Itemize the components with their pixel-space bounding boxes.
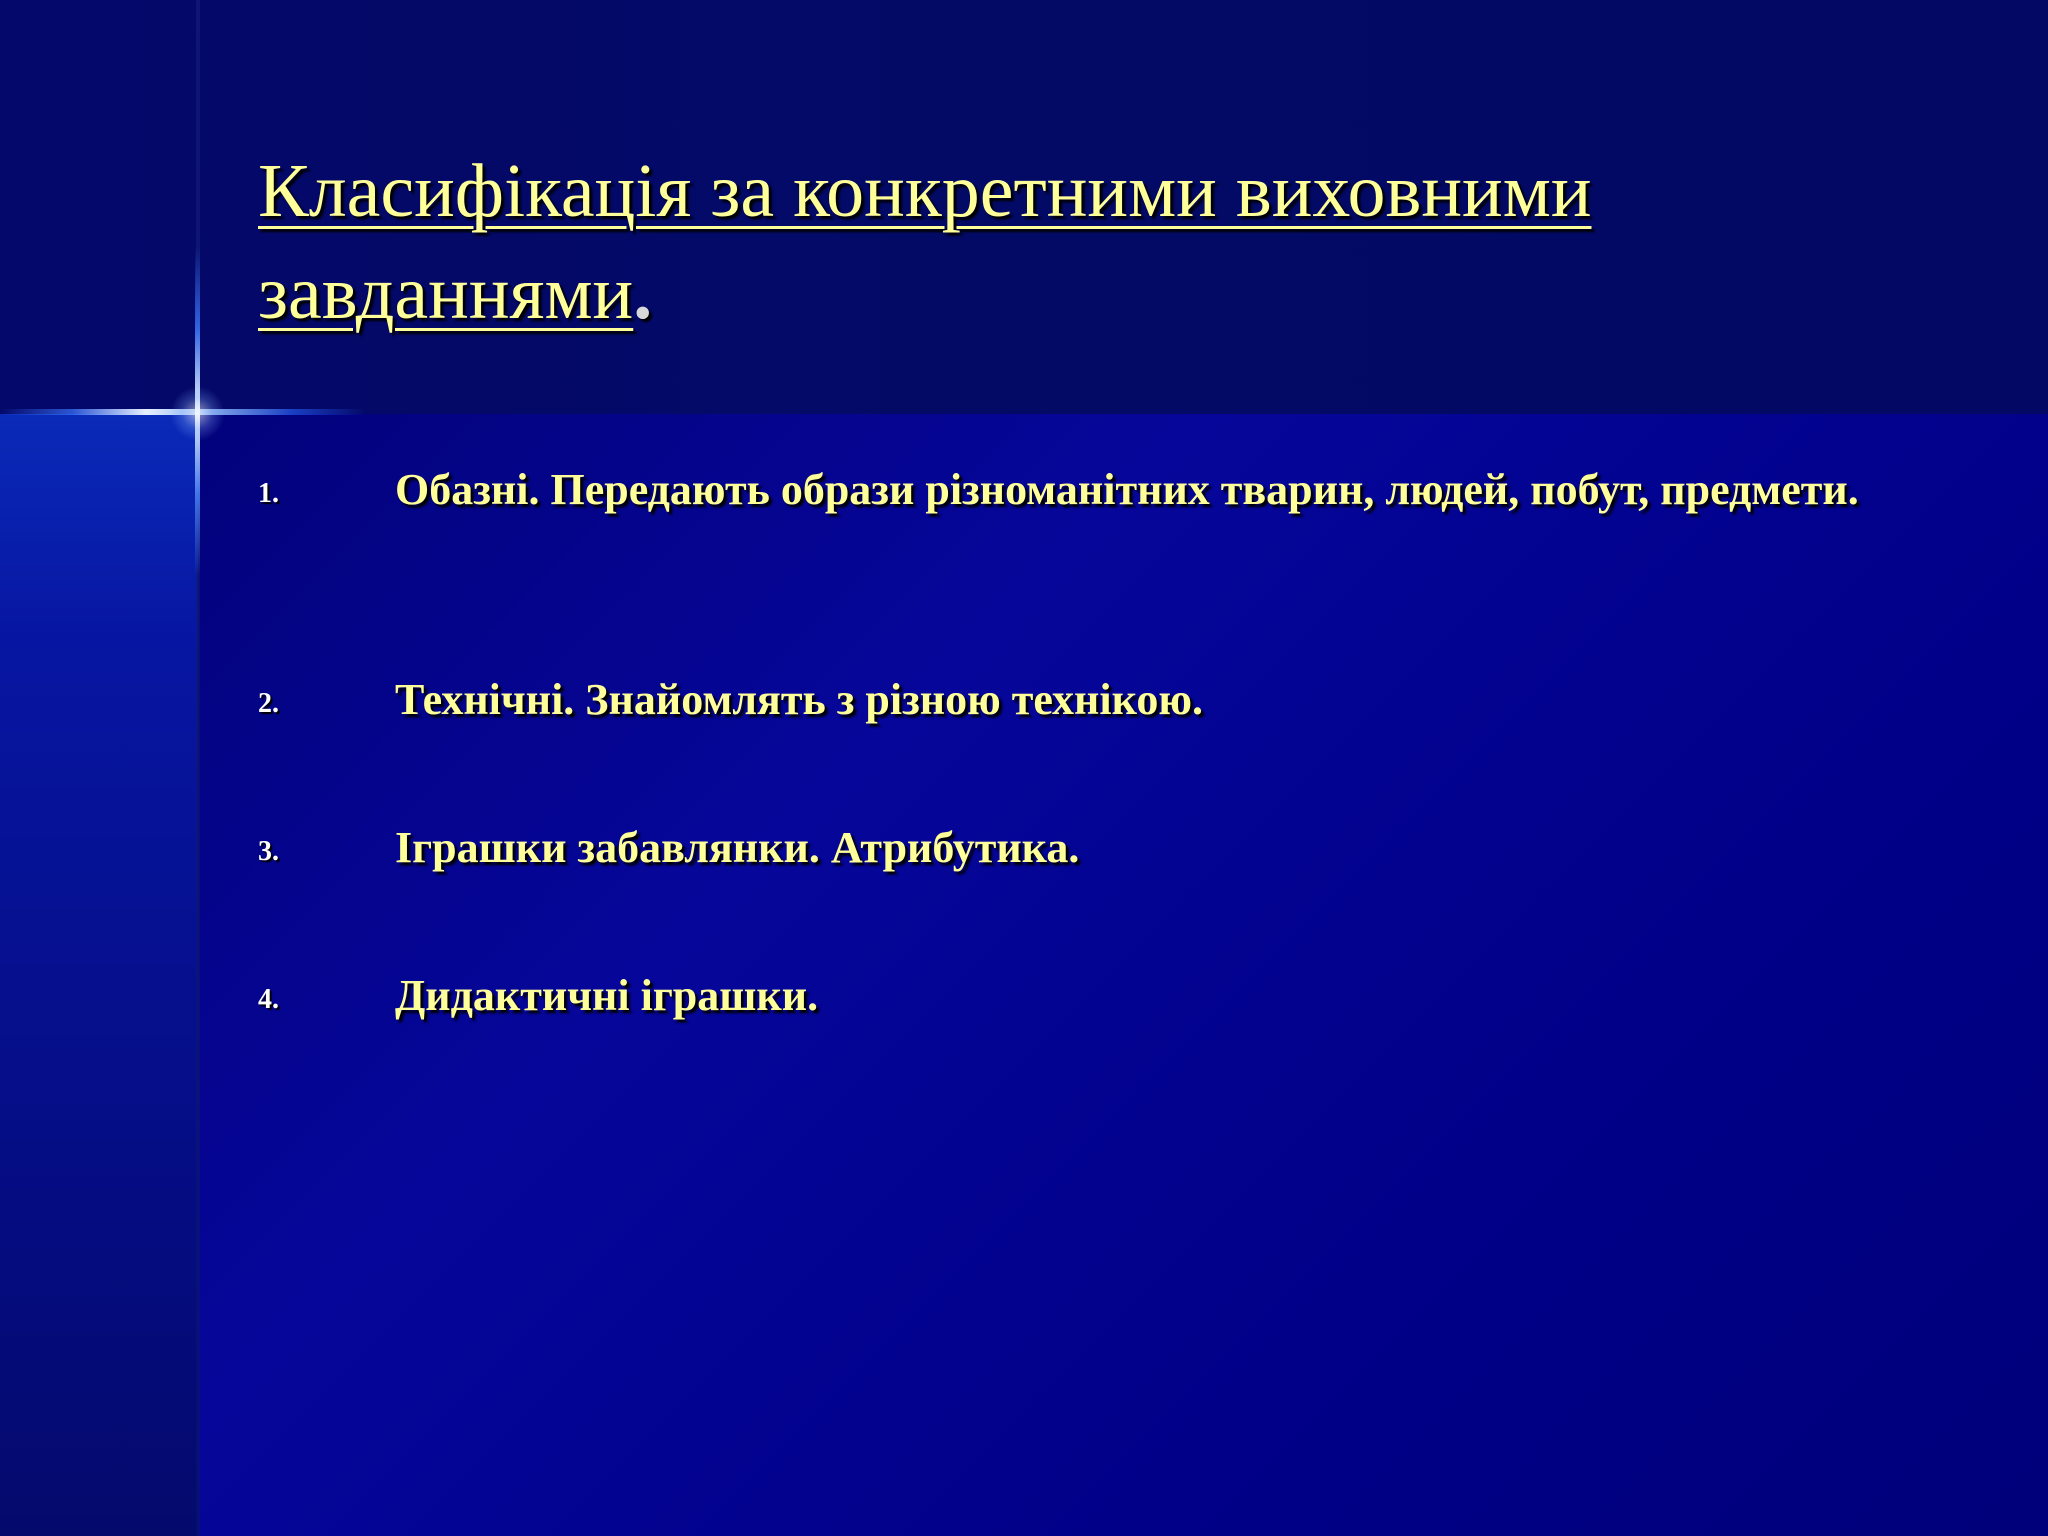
list-item-text: Обазні. Передають образи різноманітних тварин, людей, побут, предмети. — [395, 465, 1859, 514]
title-line-2: завданнями — [258, 251, 634, 335]
list-item-number: 2. — [258, 688, 279, 719]
list-item-number: 4. — [258, 984, 279, 1015]
title-period: . — [633, 251, 653, 335]
left-accent-band — [0, 414, 198, 1536]
glow-flare — [170, 386, 225, 441]
vertical-divider — [196, 0, 200, 1536]
list-item-number: 1. — [258, 478, 279, 509]
title-line-1: Класифікація за конкретними виховними — [258, 149, 1592, 233]
list-item-text: Дидактичні іграшки. — [395, 971, 819, 1020]
list-item-number: 3. — [258, 836, 279, 867]
list-item-text: Технічні. Знайомлять з різною технікою. — [395, 675, 1203, 724]
slide-title — [258, 140, 1818, 344]
list-item-text: Іграшки забавлянки. Атрибутика. — [395, 823, 1080, 872]
